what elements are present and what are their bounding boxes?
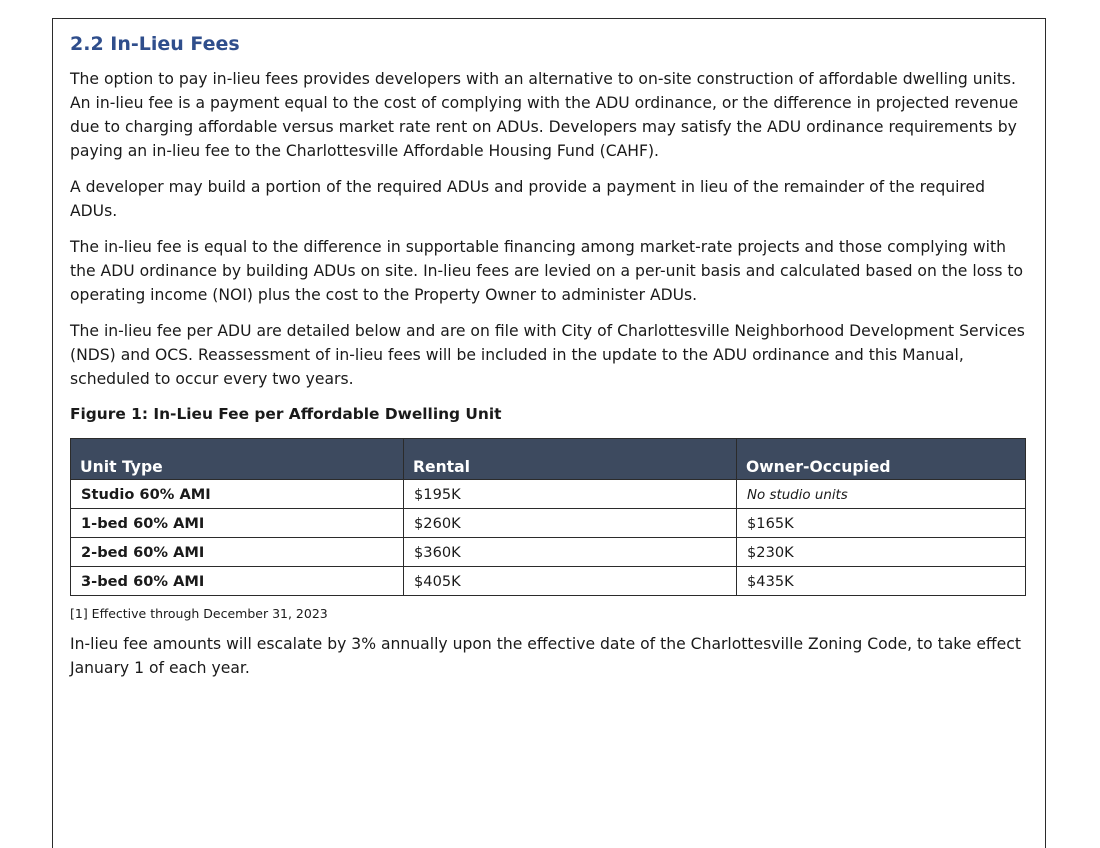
cell-owner-occupied: $435K (737, 567, 1026, 596)
cell-rental: $195K (404, 480, 737, 509)
section-title: 2.2 In-Lieu Fees (70, 33, 240, 55)
table-row (71, 538, 1026, 567)
cell-unit-type: Studio 60% AMI (71, 480, 404, 509)
column-header-rental: Rental (404, 439, 737, 480)
paragraph-intro: The option to pay in-lieu fees provides developers with an alternative to on-site construction of affordable dwelling units. An in-lieu fee is a payment equal to the cost of complying with the ADU ordinance, or the difference in projected revenue due to charging affordable versus market rate rent on ADUs. Developers may satisfy the ADU ordinance requirements by paying an in-lieu fee to the Charlottesville Affordable Housing Fund (CAHF). (70, 70, 1019, 160)
cell-unit-type: 2-bed 60% AMI (71, 538, 404, 567)
paragraph-fee-calculation: The in-lieu fee is equal to the difference in supportable financing among market-rate projects and those complying with the ADU ordinance by building ADUs on site. In-lieu fees are levied on a per-unit basis and calculated based on the loss to operating income (NOI) plus the cost to the Property Owner to administer ADUs. (70, 238, 1024, 304)
table-footnote: [1] Effective through December 31, 2023 (70, 606, 328, 621)
column-header-owner-occupied: Owner-Occupied (737, 439, 1026, 480)
paragraph-escalation: In-lieu fee amounts will escalate by 3% annually upon the effective date of the Charlottesville Zoning Code, to take effect January 1 of each year. (70, 635, 1021, 677)
cell-owner-occupied: $230K (737, 538, 1026, 567)
table-row (71, 509, 1026, 538)
cell-owner-note: No studio units (747, 487, 848, 503)
paragraph-partial-build: A developer may build a portion of the required ADUs and provide a payment in lieu of the remainder of the required ADUs. (70, 178, 985, 220)
cell-unit-type: 1-bed 60% AMI (71, 509, 404, 538)
cell-owner-occupied (737, 480, 1026, 509)
paragraph-fee-reassessment: The in-lieu fee per ADU are detailed below and are on file with City of Charlottesville Neighborhood Development Services (NDS) and OCS. Reassessment of in-lieu fees will be included in the update to the ADU ordinance and this Manual, scheduled to occur every two years. (70, 322, 1025, 388)
document-content (70, 30, 1036, 680)
cell-unit-type: 3-bed 60% AMI (71, 567, 404, 596)
table-header-row (71, 439, 1026, 480)
cell-rental: $405K (404, 567, 737, 596)
table-row (71, 567, 1026, 596)
figure-title: Figure 1: In-Lieu Fee per Affordable Dwelling Unit (70, 405, 502, 423)
fee-table (70, 438, 1026, 596)
cell-rental: $360K (404, 538, 737, 567)
cell-rental: $260K (404, 509, 737, 538)
table-row (71, 480, 1026, 509)
cell-owner-occupied: $165K (737, 509, 1026, 538)
column-header-unit-type: Unit Type (71, 439, 404, 480)
